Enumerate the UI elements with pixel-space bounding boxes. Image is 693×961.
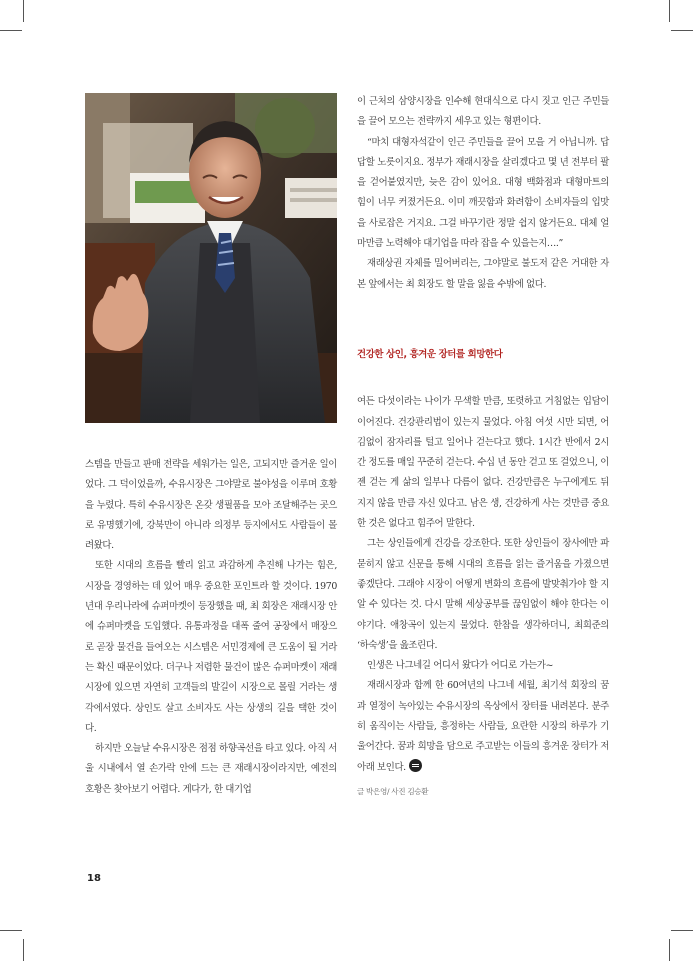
crop-mark (669, 0, 670, 22)
credit-line: 글 박은영/ 사진 김승환 (357, 786, 429, 796)
portrait-illustration (85, 93, 337, 423)
crop-mark (23, 939, 24, 961)
crop-mark (671, 30, 693, 31)
body-paragraph: 재래상권 자체를 밀어버리는, 그야말로 불도저 같은 거대한 자본 앞에서는 최 회장도 할 말을 잃을 수밖에 없다. (357, 258, 609, 290)
portrait-photo (85, 93, 337, 423)
body-paragraph: 그는 상인들에게 건강을 강조한다. 또한 상인들이 장사에만 파묻히지 않고 신문을 통해 시대의 흐름을 읽는 즐거움을 가졌으면 좋겠단다. 그래야 시장이 어떻게 변화의 흐름에 발맞춰가야 할 지 알 수 있다는 것. 다시 말해 세상공부를 끊임없이 해야 한다는 이야기다. 애창곡이 있는지 물었다. 한참을 생각하더니, 최희준의 ‘하숙생’을 읊조린다. (357, 538, 609, 651)
crop-mark (0, 30, 22, 31)
end-mark-icon (409, 759, 422, 772)
crop-mark (0, 930, 22, 931)
quote-paragraph: “마치 대형자석같이 인근 주민들을 끌어 모을 거 아닙니까. 답답할 노릇이지요. 정부가 재래시장을 살리겠다고 몇 년 전부터 팔을 걷어붙였지만, 늦은 감이 있어요. 대형 백화점과 대형마트의 힘이 너무 커졌거든요. 이미 깨끗함과 화려함이 소비자들의 입맛을 사로잡은 거지요. 그걸 바꾸기란 정말 쉽지 않거든요. 대체 얼마만큼 노력해야 대기업을 따라 잡을 수 있을는지….” (357, 136, 609, 250)
left-column (85, 455, 337, 800)
section-heading: 건강한 상인, 흥겨운 장터를 희망한다 (357, 348, 503, 360)
right-column (357, 92, 609, 802)
crop-mark (23, 0, 24, 22)
body-paragraph: 또한 시대의 흐름을 빨리 읽고 과감하게 추진해 나가는 힘은, 시장을 경영하는 데 있어 매우 중요한 포인트라 할 것이다. 1970년대 우리나라에 슈퍼마켓이 등장했을 때, 최 회장은 재래시장 안에 슈퍼마켓을 도입했다. 유통과정을 대폭 줄여 공장에서 매장으로 곧장 물건을 들여오는 시스템은 서민경제에 큰 도움이 될 거라는 확신 때문이었다. 더구나 저렴한 물건이 많은 슈퍼마켓이 재래시장에 있으면 자연히 고객들의 발길이 시장으로 몰릴 거라는 생각에서였다. 상인도 살고 소비자도 사는 상생의 길을 택한 것이다. (85, 560, 337, 734)
closing-text: 재래시장과 함께 한 60여년의 나그네 세월, 최기석 회장의 꿈과 열정이 녹아있는 수유시장의 옥상에서 장터를 내려본다. 분주히 움직이는 사람들, 흥정하는 사람들, 요란한 시장의 하루가 기울어간다. 꿈과 희망을 담으로 주고받는 이들의 흥겨운 장터가 저 아래 보인다. (357, 680, 609, 773)
body-paragraph: 하지만 오늘날 수유시장은 점점 하향곡선을 타고 있다. 아직 서울 시내에서 열 손가락 안에 드는 큰 재래시장이라지만, 예전의 호황은 찾아보기 어렵다. 게다가, 한 대기업 (85, 743, 337, 795)
body-paragraph: 여든 다섯이라는 나이가 무색할 만큼, 또렷하고 거침없는 입담이 이어진다. 건강관리법이 있는지 물었다. 아침 여섯 시만 되면, 어김없이 잠자리를 털고 일어나 걷는다고 했다. 1시간 반에서 2시간 정도를 매일 꾸준히 걷는다. 수십 년 동안 걷고 또 걸었으니, 이젠 걷는 게 삶의 일부나 다름이 없다. 건강만큼은 누구에게도 뒤지지 않을 만큼 자신 있다고. 남은 생, 건강하게 사는 것만큼 중요한 것은 없다고 힘주어 말한다. (357, 396, 609, 530)
lyric-line: 인생은 나그네길 어디서 왔다가 어디로 가는가~ (367, 660, 554, 672)
crop-mark (671, 930, 693, 931)
body-paragraph (357, 676, 609, 777)
body-paragraph: 스템을 만들고 판매 전략을 세워가는 일은, 고되지만 즐거운 일이었다. 그 덕이었을까, 수유시장은 그야말로 불야성을 이루며 호황을 누렸다. 특히 수유시장은 온갖 생필품을 모아 조달해주는 곳으로 유명했기에, 강북만이 아니라 의정부 등지에서도 사람들이 몰려왔다. (85, 459, 337, 552)
page-number: 18 (87, 873, 101, 884)
body-paragraph: 이 근처의 삼양시장을 인수해 현대식으로 다시 짓고 인근 주민들을 끌어 모으는 전략까지 세우고 있는 형편이다. (357, 96, 609, 128)
crop-mark (669, 939, 670, 961)
